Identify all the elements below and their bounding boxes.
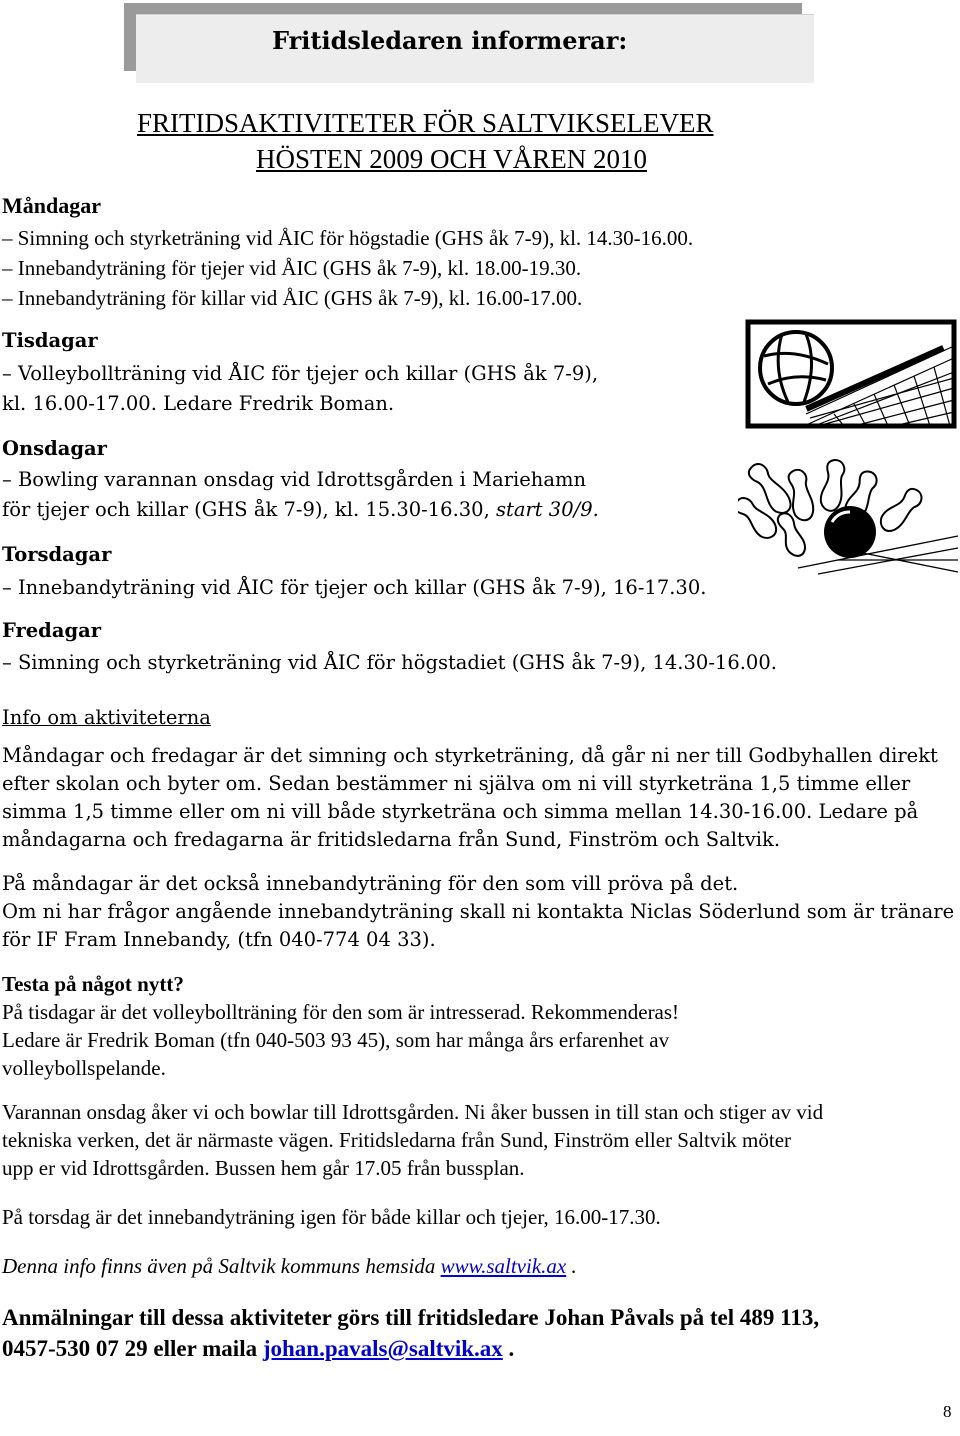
thursday-title: Torsdagar xyxy=(2,543,112,566)
info-p3-heading: Testa på något nytt? xyxy=(2,972,184,996)
main-title-line1: FRITIDSAKTIVITETER FÖR SALTVIKSELEVER xyxy=(137,108,714,138)
monday-item-2: – Innebandyträning för tjejer vid ÅIC (GHS åk 7-9), kl. 18.00-19.30. xyxy=(2,256,582,280)
page-number: 8 xyxy=(943,1402,952,1421)
friday-title: Fredagar xyxy=(2,619,101,642)
info-p6-suffix: . xyxy=(566,1254,577,1278)
wednesday-start-date: start 30/9. xyxy=(495,498,599,521)
info-p7-line1: Anmälningar till dessa aktiviteter görs till fritidsledare Johan Påvals på tel 489 113, xyxy=(2,1305,820,1330)
tuesday-line2: kl. 16.00-17.00. Ledare Fredrik Boman. xyxy=(2,392,395,415)
info-p6-prefix: Denna info finns även på Saltvik kommuns hemsida xyxy=(2,1254,441,1278)
info-p6 xyxy=(2,1253,577,1279)
tuesday-title: Tisdagar xyxy=(2,329,98,352)
header-title: Fritidsledaren informerar: xyxy=(272,26,628,55)
main-title-line2: HÖSTEN 2009 OCH VÅREN 2010 xyxy=(256,144,648,174)
info-p3-line2: Ledare är Fredrik Boman (tfn 040-503 93 45), som har många års erfarenhet av xyxy=(2,1028,670,1052)
info-p3-line3: volleybollspelande. xyxy=(2,1056,166,1080)
wednesday-title: Onsdagar xyxy=(2,437,107,460)
info-p4-line2: tekniska verken, det är närmaste vägen. Fritidsledarna från Sund, Finström eller Saltvik möter xyxy=(2,1128,792,1152)
wednesday-line2 xyxy=(2,497,599,523)
tuesday-line1: – Volleybollträning vid ÅIC för tjejer och killar (GHS åk 7-9), xyxy=(2,362,599,385)
monday-item-3: – Innebandyträning för killar vid ÅIC (GHS åk 7-9), kl. 16.00-17.00. xyxy=(2,286,583,310)
saltvik-website-link[interactable]: www.saltvik.ax xyxy=(440,1254,567,1278)
friday-line1: – Simning och styrketräning vid ÅIC för högstadiet (GHS åk 7-9), 14.30-16.00. xyxy=(2,651,777,674)
wednesday-line1: – Bowling varannan onsdag vid Idrottsgården i Mariehamn xyxy=(2,468,587,491)
info-p2-line3: för IF Fram Innebandy, (tfn 040-774 04 33). xyxy=(2,928,436,951)
volleyball-net-icon xyxy=(744,318,958,430)
monday-title: Måndagar xyxy=(2,193,101,218)
info-p5: På torsdag är det innebandyträning igen för både killar och tjejer, 16.00-17.30. xyxy=(2,1205,661,1229)
info-p2-line2: Om ni har frågor angående innebandyträning skall ni kontakta Niclas Söderlund som är tränare xyxy=(2,900,955,923)
info-p7-suffix: . xyxy=(502,1336,515,1361)
info-p1-line1: Måndagar och fredagar är det simning och styrketräning, då går ni ner till Godbyhallen direkt xyxy=(2,744,938,767)
info-p3-line1: På tisdagar är det volleybollträning för den som är intresserad. Rekommenderas! xyxy=(2,1000,680,1024)
info-p4-line1: Varannan onsdag åker vi och bowlar till Idrottsgården. Ni åker bussen in till stan och stiger av vid xyxy=(2,1100,824,1124)
info-p7-line2 xyxy=(2,1333,514,1364)
info-p4-line3: upp er vid Idrottsgården. Bussen hem går 17.05 från bussplan. xyxy=(2,1156,525,1180)
info-p7-prefix: 0457-530 07 29 eller maila xyxy=(2,1336,263,1361)
info-heading: Info om aktiviteterna xyxy=(2,706,211,729)
thursday-line1: – Innebandyträning vid ÅIC för tjejer och killar (GHS åk 7-9), 16-17.30. xyxy=(2,576,707,599)
email-link[interactable]: johan.pavals@saltvik.ax xyxy=(262,1336,503,1361)
monday-item-1: – Simning och styrketräning vid ÅIC för högstadie (GHS åk 7-9), kl. 14.30-16.00. xyxy=(2,226,694,250)
info-p1-line2: efter skolan och byter om. Sedan bestämmer ni själva om ni vill styrketräna 1,5 timme eller xyxy=(2,772,911,795)
info-p1-line4: måndagarna och fredagarna är fritidsledarna från Sund, Finström och Saltvik. xyxy=(2,828,781,851)
bowling-pins-icon xyxy=(738,456,960,576)
info-p1-line3: simma 1,5 timme eller om ni vill både styrketräna och simma mellan 14.30-16.00. Ledare på xyxy=(2,800,919,823)
info-p2-line1: På måndagar är det också innebandyträning för den som vill pröva på det. xyxy=(2,872,739,895)
wednesday-line2-text: för tjejer och killar (GHS åk 7-9), kl. 15.30-16.30, xyxy=(2,498,496,521)
